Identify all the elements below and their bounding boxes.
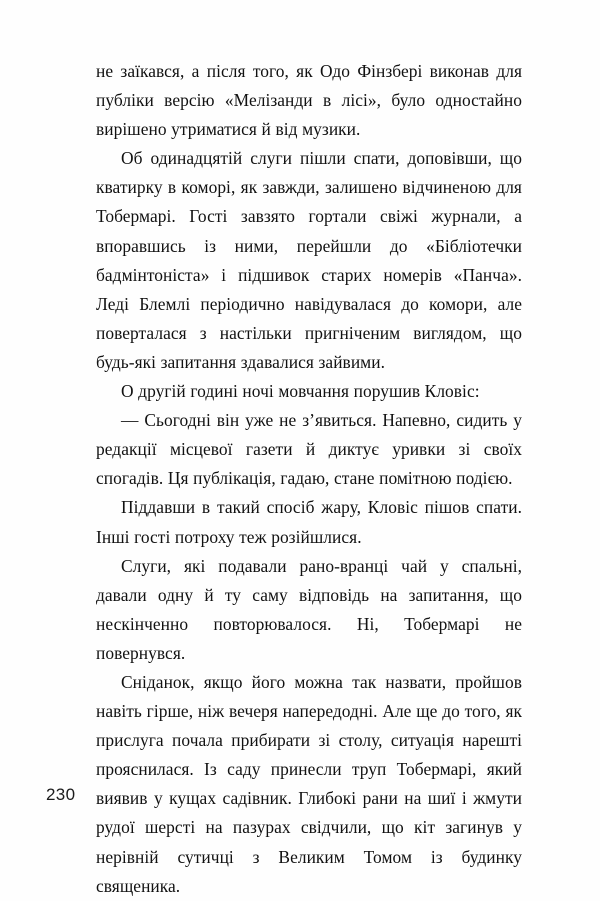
paragraph-6: Слуги, які подавали рано-вранці чай у спальні, давали одну й ту саму відповідь на запитання, що нескінченно повторювалося. Ні, Тобермарі не повернувся.: [96, 555, 522, 663]
page-number: 230: [46, 785, 76, 804]
body-text-column: [96, 57, 522, 901]
paragraph-5: Піддавши в такий спосіб жару, Кловіс пішов спати. Інші гості потроху теж розійшлися.: [96, 497, 522, 547]
paragraph-7: Сніданок, якщо його можна так назвати, пройшов навіть гірше, ніж вечеря напередодні. Але ще до того, як прислуга почала прибирати зі столу, ситуація нарешті прояснилася. Із саду принесли труп Тобермарі, який виявив у кущах садівник. Глибокі рани на шиї і жмути рудої шерсті на пазурах свідчили, що кіт загинув у нерівній сутичці з Великим Томом із будинку священика.: [96, 671, 522, 896]
paragraph-3: О другій годині ночі мовчання порушив Кловіс:: [121, 381, 480, 402]
paragraph-4: — Сьогодні він уже не з’явиться. Напевно, сидить у редакції місцевої газети й диктує уривки зі своїх спогадів. Ця публікація, гадаю, стане помітною подією.: [96, 410, 522, 489]
paragraph-2: Об одинадцятій слуги пішли спати, доповівши, що кватирку в коморі, як завжди, залишено відчиненою для Тобермарі. Гості завзято гортали свіжі журнали, а впоравшись із ними, перейшли до «Бібліотечки бадмінтоніста» і підшивок старих номерів «Панча». Леді Блемлі періодично навідувалася до комори, але поверталася з настільки пригніченим виглядом, що будь-які запитання здавалися зайвими.: [96, 148, 522, 372]
paragraph-1: не заїкався, а після того, як Одо Фінзбері виконав для публіки версію «Мелізанди в лісі», було одностайно вирішено утриматися й від музики.: [96, 61, 522, 140]
